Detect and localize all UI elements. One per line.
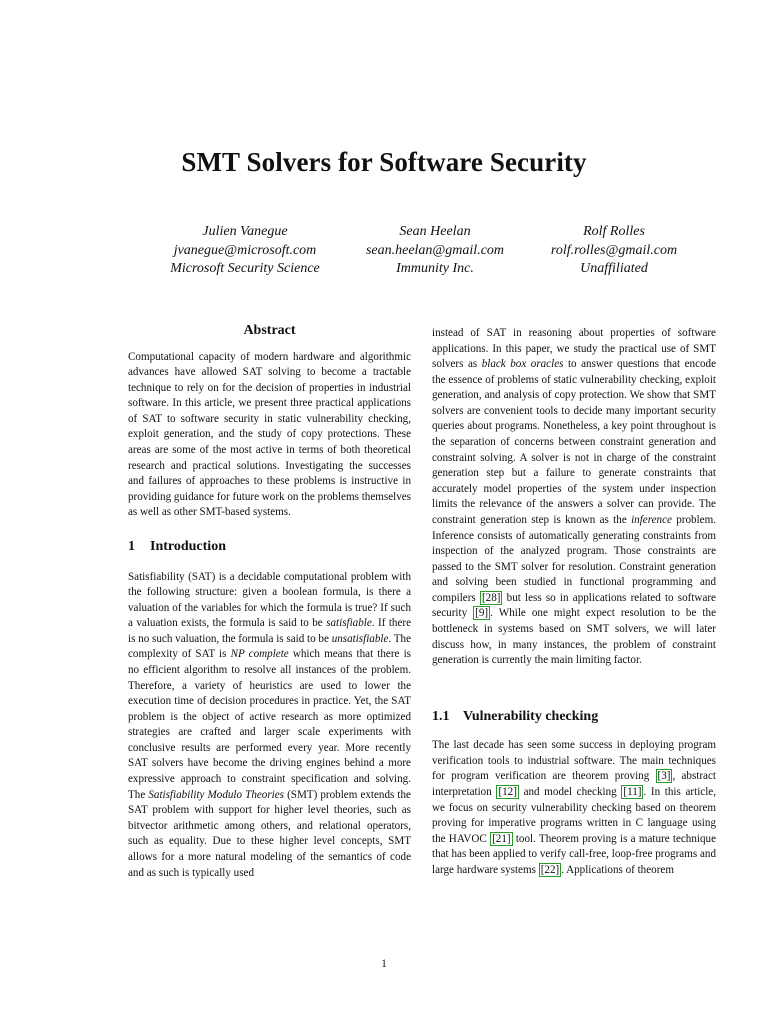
intro-paragraph-1: Satisfiability (SAT) is a decidable computational problem with the following structure: given a boolean formula, is there a valuation of the variables for which the formula is true? If such a valuation exists, the formula is said to be satisfiable. If there is no such valuation, the formula is said to be unsatisfiable. The complexity of SAT is NP complete which means that there is no efficient algorithm to resolve all instances of the problem. Therefore, a variety of heuristics are used to lower the execution time of decision procedures in practice. Yet, the SAT problem is the object of active research as more optimized strategies are crafted and larger scale experiments with conclusive results are performed every year. More recently SAT solvers have become the driving engines behind a more expressive approach to constraint specification and solving. The Satisfiability Modulo Theories (SMT) problem extends the SAT problem with support for higher level theories, such as bitvector arithmetic among others, and relational operators, such as equality. Due to these higher level concepts, SMT allows for a more natural modeling of the semantics of code and as such is typically used xyxy=(128,570,412,879)
section-heading-vulnerability-checking xyxy=(432,709,716,725)
abstract-text: Computational capacity of modern hardware and algorithmic advances have allowed SAT solving to become a tractable technique to rely on for the decision of properties in industrial software. In this article, we present three practical applications of SAT to software security in static vulnerability checking, exploit generation, and the study of copy protections. These areas are some of the most active in terms of both theoretical research and practical solutions. Investigating the successes and failures of approaches to these problems is instructive in providing guidance for future work on the problems themselves as well as other SMT-based systems. xyxy=(128,350,411,519)
author-affiliation: Immunity Inc. xyxy=(396,261,474,276)
author-affiliation: Microsoft Security Science xyxy=(170,261,320,276)
author-2 xyxy=(355,223,515,279)
paper-title: SMT Solvers for Software Security xyxy=(181,147,587,177)
author-email: sean.heelan@gmail.com xyxy=(365,242,505,258)
author-name: Julien Vanegue xyxy=(202,224,288,239)
author-affiliation: Unaffiliated xyxy=(580,261,648,276)
author-1 xyxy=(165,223,325,279)
citation-link[interactable]: [9] xyxy=(475,607,489,620)
citation-link[interactable]: [22] xyxy=(540,863,560,876)
section-title: Vulnerability checking xyxy=(463,708,599,724)
section-number: 1.1 xyxy=(432,708,450,724)
vuln-paragraph: The last decade has seen some success in deploying program verification tools to industrial software. The main techniques for program verification are theorem proving [3] , abstract interpretation [12] and model checking [11] . In this article, we focus on security vulnerability checking based on theorem proving for imperative programs written in C language using the HAVOC [21] tool. Theorem proving is a mature technique that has been applied to verify call-free, loop-free programs and large hardware systems [22] . Applications of theorem xyxy=(432,739,717,876)
section-number: 1 xyxy=(128,538,135,554)
author-name: Sean Heelan xyxy=(399,224,471,239)
author-email: rolf.rolles@gmail.com xyxy=(550,242,678,258)
citation-link[interactable]: [21] xyxy=(492,832,511,845)
citation-link[interactable]: [28] xyxy=(481,591,501,604)
author-name: Rolf Rolles xyxy=(583,224,645,239)
left-column xyxy=(128,323,411,881)
author-block xyxy=(0,223,768,283)
page-number: 1 xyxy=(381,958,387,970)
citation-link[interactable]: [11] xyxy=(623,786,642,799)
author-3 xyxy=(534,223,694,279)
citation-link[interactable]: [12] xyxy=(498,786,517,799)
author-email: jvanegue@microsoft.com xyxy=(173,242,317,258)
abstract-heading: Abstract xyxy=(243,323,296,338)
section-title: Introduction xyxy=(150,538,226,554)
citation-link[interactable]: [3] xyxy=(657,770,671,783)
right-column xyxy=(432,326,716,879)
section-heading-introduction xyxy=(128,539,411,555)
intro-paragraph-continued: instead of SAT in reasoning about properties of software applications. In this paper, we study the practical use of SMT solvers as black box oracles to answer questions that encode the essence of problems of static vulnerability checking, exploit generation, and analysis of copy protection. We show that SMT solvers are convenient tools to decide many important security queries about programs. Nonetheless, a key point throughout is the separation of concerns between constraint generation and constraint solving. A solver is not in charge of the constraint generation step but a failure to generate constraints that accurately model properties of the system under inspection limits the relevance of the answers a solver can provide. The constraint generation step is known as the inference problem. Inference consists of automatically generating constraints from inspection of the analyzed program. Those constraints are passed to the SMT solver for resolution. Constraint generation and solving been studied in functional programming and compilers [28] but less so in applications related to software security [9] . While one might expect resolution to be the bottleneck in systems based on SMT solvers, we will later discuss how, in many instances, the problem of constraint generation is currently the main limiting factor. xyxy=(432,327,717,667)
